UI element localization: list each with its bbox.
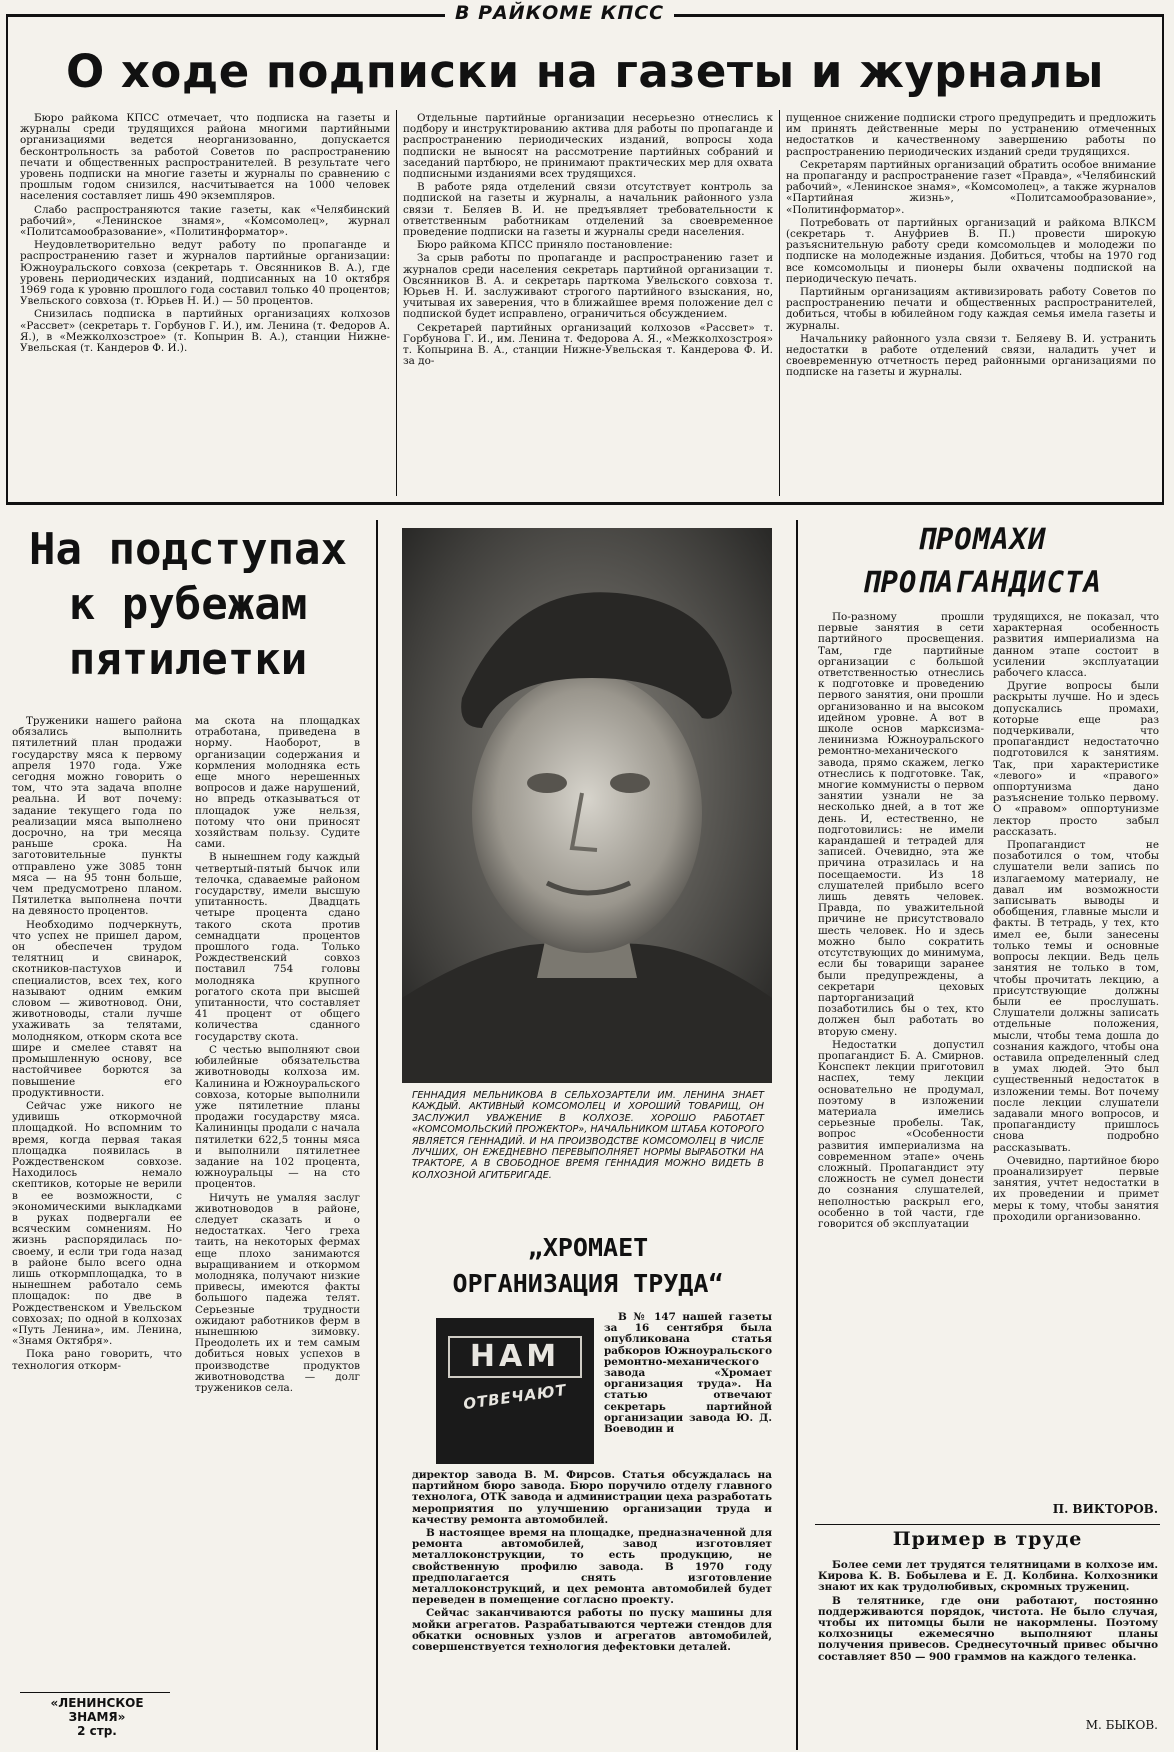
paragraph: В № 147 нашей газеты за 16 сентября была опубликована статья рабкоров Южноуральского ремонтно-механического завода «Хромает организация труда». На статью отвечают секретарь партийной организации завода Ю. Д. Воеводин и (604, 1312, 772, 1436)
photo-portrait (402, 528, 772, 1083)
paragraph: Пока рано говорить, что технология откорм- (12, 1348, 182, 1372)
source-line: «ЛЕНИНСКОЕ (50, 1696, 144, 1710)
top-article-col3 (786, 113, 1156, 499)
headline-line: „ХРОМАЕТ (527, 1233, 649, 1262)
headline-line: к рубежам (68, 579, 308, 630)
stamp-nam: НАМ (448, 1336, 582, 1378)
paragraph: Сейчас уже никого не удивишь откормочной площадкой. Но вспомним то время, когда первая такая площадка появилась в Рождественском совхозе. Находилось немало скептиков, которые не верили в ее возможности, с экономическими выкладками в руках подвергали ее всяческим сомнениям. Но жизнь распорядилась по-своему, и если три года назад в районе было всего одна лишь откормплощадка, то в нынешнем работало семь площадок: по две в Рождественском и Увельском совхозах; по одной в колхозах «Путь Ленина», им. Ленина, «Знамя Октября». (12, 1099, 182, 1348)
headline-line: ОРГАНИЗАЦИЯ ТРУДА“ (452, 1269, 724, 1298)
paragraph: Необходимо подчеркнуть, что успех не пришел даром, он обеспечен трудом телятниц и свинарок, скотников-пастухов и специалистов, всех тех, кого называют одним емким словом — животновод. Они, животноводы, стали лучше ухаживать за телятами, молодняком, откорм скота все шире и смелее ставят на промышленную основу, все настойчивее борются за повышение его продуктивности. (12, 918, 182, 1099)
source-credit (12, 1696, 182, 1738)
paragraph: Пропагандист не позаботился о том, чтобы слушатели вели запись по излагаемому материалу, не давал им возможности записывать выводы и обобщения, главные мысли и факты. В тетрадь, у тех, кто имел ее, были занесены только темы и основные вопросы лекции. Ведь цель занятия не только в том, чтобы прочитать лекцию, а присутствующие должны были ее прослушать. Слушатели должны записать отдельные положения, мысли, чтобы тема дошла до сознания каждого, чтобы она оставила определенный след в умах людей. Это был существенный недостаток в изложении темы. Вот почему после лекции слушатели задавали много вопросов, и пропагандисту пришлось снова подробно рассказывать. (993, 839, 1159, 1154)
box-top-rule (815, 1524, 1160, 1525)
paragraph: В работе ряда отделений связи отсутствует контроль за подпиской на газеты и журналы, а начальник районного узла связи т. Беляев В. И. не предъявляет требовательности к ответственным работникам отделений за своевременное проведение подписки на газеты и журналы среди населения. (403, 181, 773, 239)
nam-otvechayut-stamp (436, 1318, 594, 1464)
paragraph: трудящихся, не показал, что характерная особенность развития империализма на данном этапе состоит в усилении эксплуатации рабочего класса. (993, 612, 1159, 680)
photo-caption: ГЕННАДИЯ МЕЛЬНИКОВА В СЕЛЬХОЗАРТЕЛИ ИМ. ЛЕНИНА ЗНАЕТ КАЖДЫЙ. АКТИВНЫЙ КОМСОМОЛЕЦ И ХОРОШИЙ ТОВАРИЩ, ОН ЗАСЛУЖИЛ УВАЖЕНИЕ В КОЛХОЗЕ. ХОРОШО РАБОТАЕТ «КОМСОМОЛЬСКИЙ ПРОЖЕКТОР», НАЧАЛЬНИКОМ ШТАБА КОТОРОГО ЯВЛЯЕТСЯ ГЕННАДИЙ. И НА ПРОИЗВОДСТВЕ КОМСОМОЛЕЦ В ЧИСЛЕ ЛУЧШИХ, ОН ЕЖЕДНЕВНО ПЕРЕВЫПОЛНЯЕТ НОРМЫ ВЫРАБОТКИ НА ТРАКТОРЕ, А В СВОБОДНОЕ ВРЕМЯ ГЕННАДИЯ МОЖНО ВИДЕТЬ В КОЛХОЗНОЙ АГИТБРИГАДЕ. (412, 1090, 764, 1181)
paragraph: В телятнике, где они работают, постоянно поддерживаются порядок, чистота. Не было случая, чтобы их питомцы были не накормлены. Поэтому колхозницы ежемесячно выполняют планы получения привесов. Среднесуточный привес обычно составляет 850 — 900 граммов на каждого теленка. (818, 1594, 1158, 1663)
center-lead (604, 1312, 772, 1469)
box-body (818, 1560, 1158, 1710)
paragraph: Недостатки допустил пропагандист Б. А. Смирнов. Конспект лекции приготовил наспех, тему лекции основательно не продумал, поэтому в изложении материала имелись серьезные пробелы. Так, вопрос «Особенности развития империализма на современном этапе» очень сложный. Пропагандист эту сложность не сумел донести до сознания слушателей, неполностью раскрыл его, особенно в той части, где говорится об эксплуатации (818, 1038, 984, 1230)
right-article-col1 (818, 612, 984, 1482)
right-article-col2 (993, 612, 1159, 1492)
paragraph: Бюро райкома КПСС отмечает, что подписка на газеты и журналы среди трудящихся района многими партийными организациями ведется неорганизованно, допускается бесконтрольность за работой Советов по распространению печати и общественных распространителей. В результате чего уровень подписки на многие газеты и журналы по сравнению с прошлым годом снизился, насчитывается на 1000 человек населения составляет лишь 490 экземпляров. (20, 113, 390, 203)
paragraph: Более семи лет трудятся телятницами в колхозе им. Кирова К. В. Бобылева и Е. Д. Колбина. Колхозники знают их как трудолюбивых, скромных тружениц. (818, 1560, 1158, 1594)
column-divider (779, 110, 780, 496)
paragraph: Отдельные партийные организации несерьезно отнеслись к подбору и инструктированию актива для работы по пропаганде и распространению периодических изданий, вопросы хода подписки не выносят на рассмотрение партийных собраний и заседаний партбюро, не принимают практических мер для охвата подписными изданиями всех трудящихся. (403, 113, 773, 181)
column-divider (396, 110, 397, 496)
paragraph: Секретарей партийных организаций колхозов «Рассвет» т. Горбунова Г. И., им. Ленина т. Федорова А. Я., «Межколхозстроя» т. Копырина В. А., станции Нижне-Увельская т. Кандерова Ф. И. за до- (403, 321, 773, 368)
paragraph: Неудовлетворительно ведут работу по пропаганде и распространению газет и журналов партийные организации: Южноуральского совхоза (секретарь т. Овсянников В. А.), где уровень периодических изданий, подписанных на 10 октября 1969 года к уровню прошлого года составил только 40 процентов; Увельского совхоза (т. Юрьев Н. И.) — 50 процентов. (20, 239, 390, 308)
headline-line: ПРОПАГАНДИСТА (862, 565, 1102, 599)
headline-line: На подступах (29, 524, 347, 575)
paragraph: пущенное снижение подписки строго предупредить и предложить им принять действенные меры по устранению отмеченных недостатков и качественному завершению работы по распространению периодических изданий среди трудящихся. (786, 113, 1156, 158)
left-article-col2 (195, 716, 360, 1736)
paragraph: По-разному прошли первые занятия в сети партийного просвещения. Там, где партийные организации с большой ответственностью отнеслись к подготовке и проведению первого занятия, они прошли организованно и на высоком идейном уровне. А вот в школе основ марксизма-ленинизма Южноуральского ремонтно-механического завода, прямо скажем, легко отнеслись к подготовке. Так, многие коммунисты о первом занятии узнали не за несколько дней, а в тот же день. И, естественно, не подготовились: не имели карандашей и тетрадей для записей. Очевидно, эта же причина отразилась и на посещаемости. Из 18 слушателей прибыло всего лишь девять человек. Правда, по уважительной причине не присутствовало шесть человек. Но и здесь можно было сократить отсутствующих до минимума, если бы товарищи заранее были предупреждены, а секретари цеховых парторганизаций позаботились бы о тех, кто должен был работать во вторую смену. (818, 612, 984, 1038)
rubric-heading: В РАЙКОМЕ КПСС (445, 2, 674, 24)
top-article-col1 (20, 113, 390, 499)
headline-line: ПРОМАХИ (917, 522, 1047, 556)
paragraph: Начальнику районного узла связи т. Беляеву В. И. устранить недостатки в работе отделений связи, наладить учет и своевременную отчетность перед районными организациями по подписке на газеты и журналы. (786, 332, 1156, 379)
paragraph: Сейчас заканчиваются работы по пуску машины для мойки агрегатов. Разрабатываются чертежи стендов для обкатки основных узлов и агрегатов автомобилей, совершенствуется технология дефектовки деталей. (412, 1607, 772, 1654)
right-headline (800, 518, 1164, 604)
right-signature: П. ВИКТОРОВ. (1052, 1502, 1158, 1516)
left-article-col1 (12, 716, 182, 1688)
center-left-rule (376, 520, 378, 1750)
paragraph: В настоящее время на площадке, предназначенной для ремонта автомобилей, завод изготовляет металлоконструкции, то есть продукцию, не свойственную профилю завода. В 1970 году предполагается снять изготовление металлоконструкций, и цех ремонта автомобилей будет переведен в помещение согласно проекту. (412, 1527, 772, 1607)
source-line: ЗНАМЯ» (68, 1710, 126, 1724)
paragraph: ма скота на площадках отработана, приведена в норму. Наоборот, в организации содержания и кормления молодняка есть еще много нерешенных вопросов и даже нарушений, но впредь отказываться от площадок уже нельзя, потому что они приносят хозяйствам пользу. Судите сами. (195, 716, 360, 851)
source-rule (20, 1692, 170, 1693)
top-article-col2 (403, 113, 773, 499)
paragraph: Слабо распространяются такие газеты, как «Челябинский рабочий», «Ленинское знамя», «Комсомолец», журнал «Политсамообразование», «Политинформатор». (20, 203, 390, 239)
left-headline (8, 522, 368, 687)
paragraph: директор завода В. М. Фирсов. Статья обсуждалась на партийном бюро завода. Бюро поручило отделу главного технолога, ОТК завода и администрации цеха разработать мероприятия по улучшению организации труда и качеству ремонта автомобилей. (412, 1470, 772, 1526)
source-page: 2 стр. (77, 1724, 117, 1738)
box-title: Пример в труде (892, 1528, 1083, 1550)
portrait-image (402, 528, 772, 1083)
paragraph: Очевидно, партийное бюро проанализирует первые занятия, учтет недостатки в их проведении и примет меры к тому, чтобы занятия проходили организованно. (993, 1154, 1159, 1223)
paragraph: Партийным организациям активизировать работу Советов по распространению печати и общественных распространителей, добиться, чтобы в юбилейном году каждая семья имела газеты и журналы. (786, 286, 1156, 332)
paragraph: Потребовать от партийных организаций и райкома ВЛКСМ (секретарь т. Ануфриев В. П.) провести широкую разъяснительную работу среди комсомольцев и молодежи по подписке на молодежные издания. Добиться, чтобы на 1970 год все комсомольцы и пионеры были охвачены подпиской на периодическую печать. (786, 216, 1156, 285)
top-headline: О ходе подписки на газеты и журналы (65, 45, 1105, 98)
headline-line: пятилетки (68, 634, 308, 685)
paragraph: Снизилась подписка в партийных организациях колхозов «Рассвет» (секретарь т. Горбунов Г. И.), им. Ленина (т. Федоров А. Я.), в «Межколхозстрое» (т. Копырин В. А.), станции Нижне-Увельская (т. Кандеров Ф. И.). (20, 308, 390, 355)
frame-bottom (6, 502, 1164, 505)
paragraph: Другие вопросы были раскрыты лучше. Но и здесь допускались промахи, которые еще раз подчеркивали, что пропагандист недостаточно подготовился к занятиям. Так, при характеристике «левого» и «правого» оппортунизма дано разъяснение только первому. О «правом» оппортунизме лектор просто забыл рассказать. (993, 680, 1159, 838)
paragraph: Секретарям партийных организаций обратить особое внимание на пропаганду и распространение газет «Правда», «Челябинский рабочий», «Ленинское знамя», «Комсомолец», а также журналов «Партийная жизнь», «Политсамообразование», «Политинформатор». (786, 158, 1156, 216)
paragraph: Ничуть не умаляя заслуг животноводов в районе, следует сказать и о недостатках. Чего греха таить, на некоторых фермах еще плохо занимаются выращиванием и откормом молодняка, получают низкие привесы, имеются факты большого падежа телят. Серьезные трудности ожидают работников ферм в нынешнюю зимовку. Преодолеть их и тем самым добиться новых успехов в производстве продуктов животноводства — долг тружеников села. (195, 1191, 360, 1394)
center-right-rule (796, 520, 798, 1750)
frame-right (1162, 14, 1164, 504)
paragraph: Труженики нашего района обязались выполнить пятилетний план продажи государству мяса к первому апреля 1970 года. Уже сегодня можно говорить о том, что эта задача вполне реальна. И вот почему: задание текущего года по реализации мяса выполнено досрочно, на три месяца раньше срока. На заготовительные пункты отправлено уже 3085 тонн мяса — на 95 тонн больше, чем предусмотрено планом. Пятилетка выполнена почти на девяносто процентов. (12, 716, 182, 918)
paragraph: Бюро райкома КПСС приняло постановление: (417, 239, 673, 252)
paragraph: В нынешнем году каждый четвертый-пятый бычок или телочка, сдаваемые районом государству, имели высшую упитанность. Двадцать четыре процента сдано такого скота против семнадцати процентов прошлого года. Только Рождественский совхоз поставил 754 головы молодняка крупного рогатого скота при высшей упитанности, что составляет 41 процент от общего количества сданного государству скота. (195, 851, 360, 1043)
paragraph: С честью выполняют свои юбилейные обязательства животноводы колхоза им. Калинина и Южноуральского совхоза, которые выполнили уже пятилетние планы продажи государству мяса. Калининцы продали с начала пятилетки 622,5 тонны мяса и выполнили пятилетнее задание на 102 процента, южноуральцы — на сто процентов. (195, 1043, 360, 1191)
center-headline (380, 1230, 796, 1302)
center-body (412, 1470, 772, 1745)
box-signature: М. БЫКОВ. (1085, 1718, 1158, 1732)
stamp-otvechayut: ОТВЕЧАЮТ (462, 1380, 568, 1414)
paragraph: За срыв работы по пропаганде и распространению газет и журналов среди населения секретарь партийной организации т. Овсянников В. А. и секретарь парткома Увельского совхоза т. Юрьев Н. И. заслуживают строгого партийного взыскания, но, учитывая их заверения, что в ближайшее время положение дел с подпиской будет исправлено, ограничиться обсуждением. (403, 252, 773, 321)
